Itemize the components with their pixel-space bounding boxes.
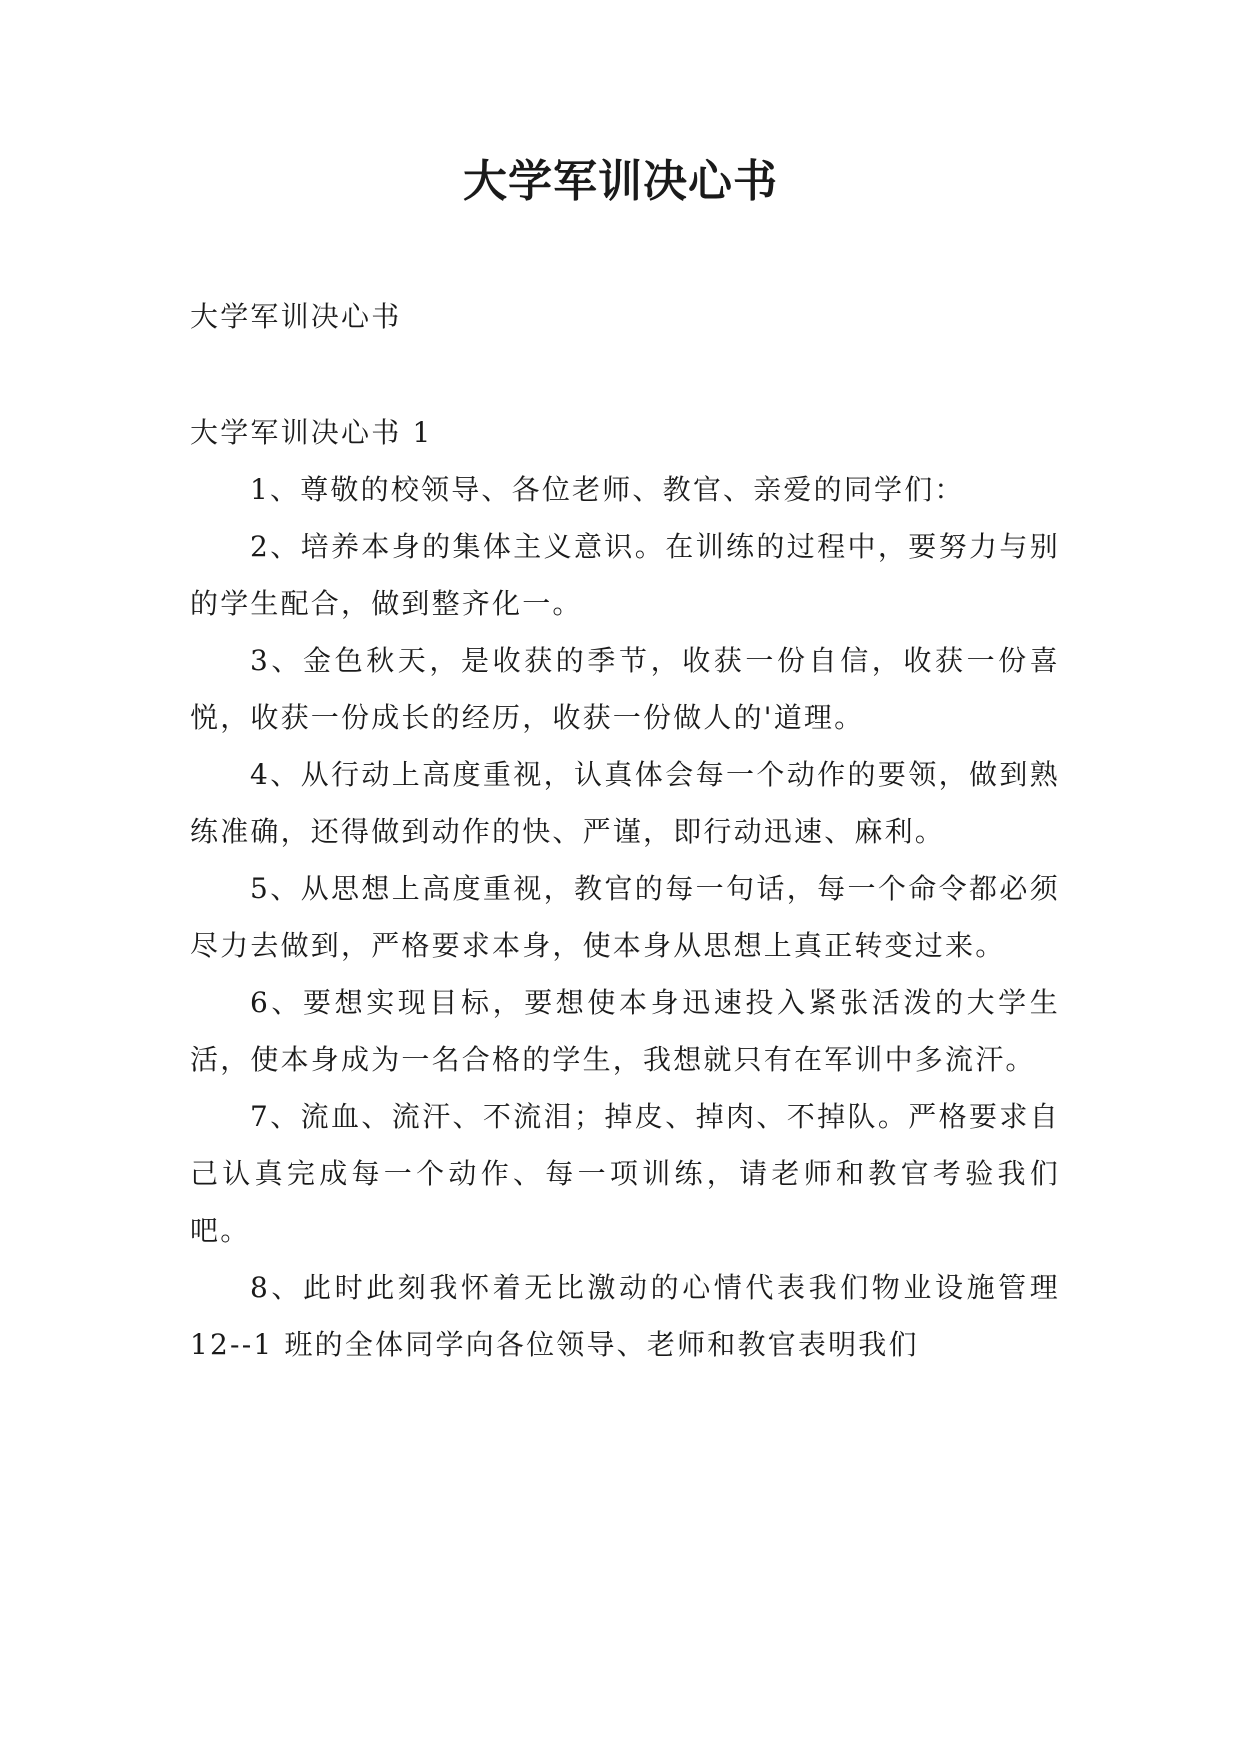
paragraph-1: 1、尊敬的校领导、各位老师、教官、亲爱的同学们： — [250, 473, 965, 506]
paragraph-3: 3、金色秋天，是收获的季节，收获一份自信，收获一份喜悦，收获一份成长的经历，收获一份做人的'道理。 — [190, 644, 1060, 734]
paragraph-2: 2、培养本身的集体主义意识。在训练的过程中，要努力与别的学生配合，做到整齐化一。 — [190, 530, 1060, 620]
paragraph-8: 8、此时此刻我怀着无比激动的心情代表我们物业设施管理 12--1 班的全体同学向各位领导、老师和教官表明我们 — [190, 1271, 1060, 1361]
paragraph-7: 7、流血、流汗、不流泪；掉皮、掉肉、不掉队。严格要求自己认真完成每一个动作、每一项训练，请老师和教官考验我们吧。 — [190, 1100, 1060, 1247]
section-heading: 大学军训决心书 1 — [190, 416, 433, 449]
document-title: 大学军训决心书 — [463, 156, 778, 207]
document-subtitle: 大学军训决心书 — [190, 300, 402, 333]
paragraph-list — [190, 461, 1060, 1373]
paragraph-6: 6、要想实现目标，要想使本身迅速投入紧张活泼的大学生活，使本身成为一名合格的学生，我想就只有在军训中多流汗。 — [190, 986, 1060, 1076]
paragraph-4: 4、从行动上高度重视，认真体会每一个动作的要领，做到熟练准确，还得做到动作的快、严谨，即行动迅速、麻利。 — [190, 758, 1060, 848]
paragraph-5: 5、从思想上高度重视，教官的每一句话，每一个命令都必须尽力去做到，严格要求本身，使本身从思想上真正转变过来。 — [190, 872, 1060, 962]
